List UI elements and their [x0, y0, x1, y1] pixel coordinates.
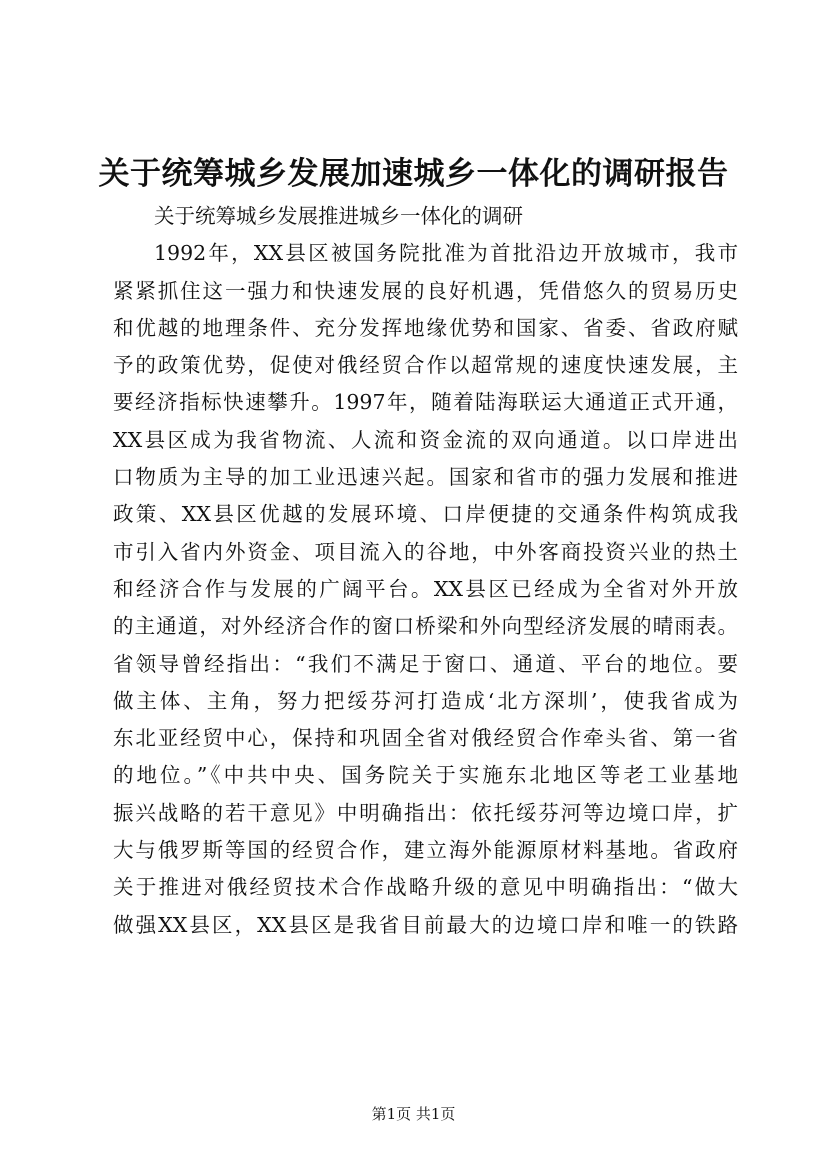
page-footer: 第1页 共1页: [371, 1105, 456, 1123]
body-line: 的地位。”《中共中央、国务院关于实施东北地区等老工业基地: [113, 763, 738, 788]
body-line: 的主通道，对外经济合作的窗口桥梁和外向型经济发展的晴雨表。: [113, 614, 738, 639]
body-line: 要经济指标快速攀升。1997年，随着陆海联运大通道正式开通，: [113, 390, 738, 415]
body-line: 和经济合作与发展的广阔平台。XX县区已经成为全省对外开放: [113, 576, 738, 601]
body-line: 省领导曾经指出：“我们不满足于窗口、通道、平台的地位。要: [113, 651, 738, 676]
body-line: 关于推进对俄经贸技术合作战略升级的意见中明确指出：“做大: [113, 875, 738, 900]
body-line: 口物质为主导的加工业迅速兴起。国家和省市的强力发展和推进: [113, 465, 738, 490]
document-title: 关于统筹城乡发展加速城乡一体化的调研报告: [98, 156, 729, 192]
body-line: XX县区成为我省物流、人流和资金流的双向通道。以口岸进出: [113, 427, 738, 452]
body-line: 做主体、主角，努力把绥芬河打造成‘北方深圳’，使我省成为: [113, 688, 738, 713]
body-line: 做强XX县区，XX县区是我省目前最大的边境口岸和唯一的铁路: [113, 912, 738, 937]
body-line: 1992年，XX县区被国务院批准为首批沿边开放城市，我市: [154, 241, 738, 266]
body-line: 东北亚经贸中心，保持和巩固全省对俄经贸合作牵头省、第一省: [113, 726, 738, 751]
body-line: 和优越的地理条件、充分发挥地缘优势和国家、省委、省政府赋: [113, 315, 738, 340]
body-line: 政策、XX县区优越的发展环境、口岸便捷的交通条件构筑成我: [113, 502, 738, 527]
document-body: [113, 198, 738, 944]
subtitle-line: 关于统筹城乡发展推进城乡一体化的调研: [154, 204, 523, 228]
body-line: 市引入省内外资金、项目流入的谷地，中外客商投资兴业的热土: [113, 539, 738, 564]
body-line: 大与俄罗斯等国的经贸合作，建立海外能源原材料基地。省政府: [113, 838, 738, 863]
body-line: 紧紧抓住这一强力和快速发展的良好机遇，凭借悠久的贸易历史: [113, 278, 738, 303]
body-line: 予的政策优势，促使对俄经贸合作以超常规的速度快速发展，主: [113, 353, 738, 378]
body-line: 振兴战略的若干意见》中明确指出：依托绥芬河等边境口岸，扩: [113, 800, 738, 825]
